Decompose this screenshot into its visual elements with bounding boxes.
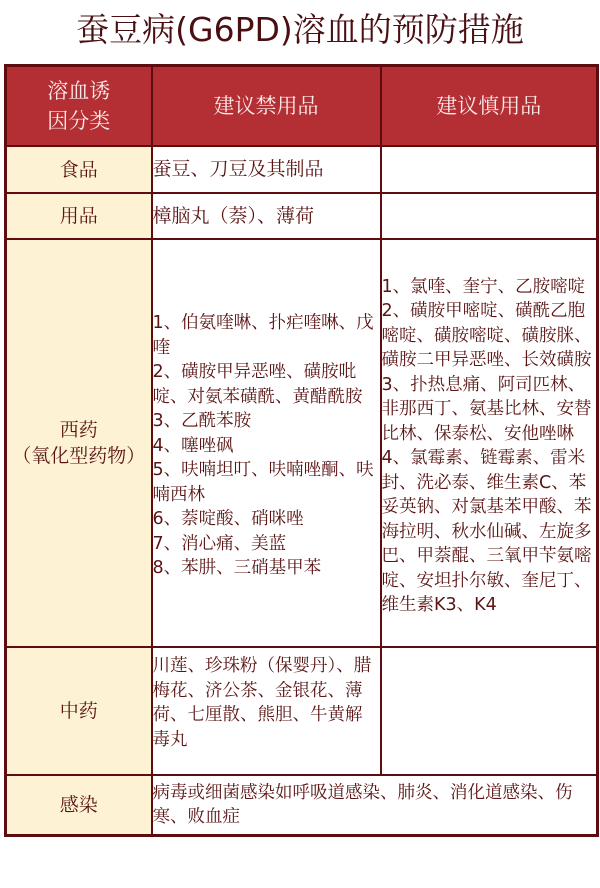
category-cell: 中药 [6,647,152,775]
caution-cell [381,146,598,193]
list-item: 2、磺胺甲异恶唑、磺胺吡啶、对氨苯磺酰、黄醋酰胺 [152,362,363,407]
list-item: 5、呋喃坦叮、呋喃唑酮、呋喃西林 [152,460,374,505]
header-category [6,66,152,147]
list-item: 7、消心痛、美蓝 [152,533,287,554]
header-category-line-1: 溶血诱 [47,79,111,103]
prohibited-cell: 蚕豆、刀豆及其制品 [152,146,381,193]
header-caution: 建议慎用品 [381,66,598,147]
table-row-western-medicine [6,239,598,647]
header-prohibited: 建议禁用品 [152,66,381,147]
list-item: 6、萘啶酸、硝咪唑 [152,509,304,530]
prohibited-cell: 樟脑丸（萘）、薄荷 [152,193,381,239]
page-title: 蚕豆病(G6PD)溶血的预防措施 [76,10,524,49]
category-cell: 感染 [6,775,152,836]
category-line-2: （氧化型药物） [12,445,146,467]
list-item: 2、磺胺甲嘧啶、磺酰乙胞嘧啶、磺胺嘧啶、磺胺脒、磺胺二甲异恶唑、长效磺胺 [381,301,592,370]
table-header-row [6,66,598,147]
list-item: 1、氯喹、奎宁、乙胺嘧啶 [381,276,586,297]
prohibited-cell [152,239,381,647]
category-cell: 用品 [6,193,152,239]
list-item: 4、噻唑砜 [152,435,234,456]
list-item: 3、乙酰苯胺 [152,411,252,432]
merged-cell: 病毒或细菌感染如呼吸道感染、肺炎、消化道感染、伤寒、败血症 [152,775,598,836]
caution-cell [381,239,598,647]
list-item: 4、氯霉素、链霉素、雷米封、洗必泰、维生素C、苯妥英钠、对氯基苯甲酸、苯海拉明、秋水仙碱、左旋多巴、甲萘醌、三氧甲苄氨嘧啶、安坦扑尔敏、奎尼丁、维生素K3、K4 [381,448,592,615]
caution-cell [381,193,598,239]
category-line-1: 西药 [59,419,98,441]
list-item: 1、伯氨喹啉、扑疟喹啉、戊喹 [152,313,374,358]
prohibited-cell: 川莲、珍珠粉（保婴丹）、腊梅花、济公茶、金银花、薄荷、七厘散、熊胆、牛黄解毒丸 [152,647,381,775]
list-item: 8、苯肼、三硝基甲苯 [152,558,322,579]
list-item: 3、扑热息痛、阿司匹林、非那西丁、氨基比林、安替比林、保泰松、安他唑啉 [381,374,592,444]
prevention-table [4,64,599,837]
table-row-food [6,146,598,193]
table-row-infection [6,775,598,836]
table-row-goods [6,193,598,239]
caution-cell [381,647,598,775]
category-cell [6,239,152,647]
header-category-line-2: 因分类 [47,109,111,133]
category-cell: 食品 [6,146,152,193]
table-row-chinese-medicine [6,647,598,775]
